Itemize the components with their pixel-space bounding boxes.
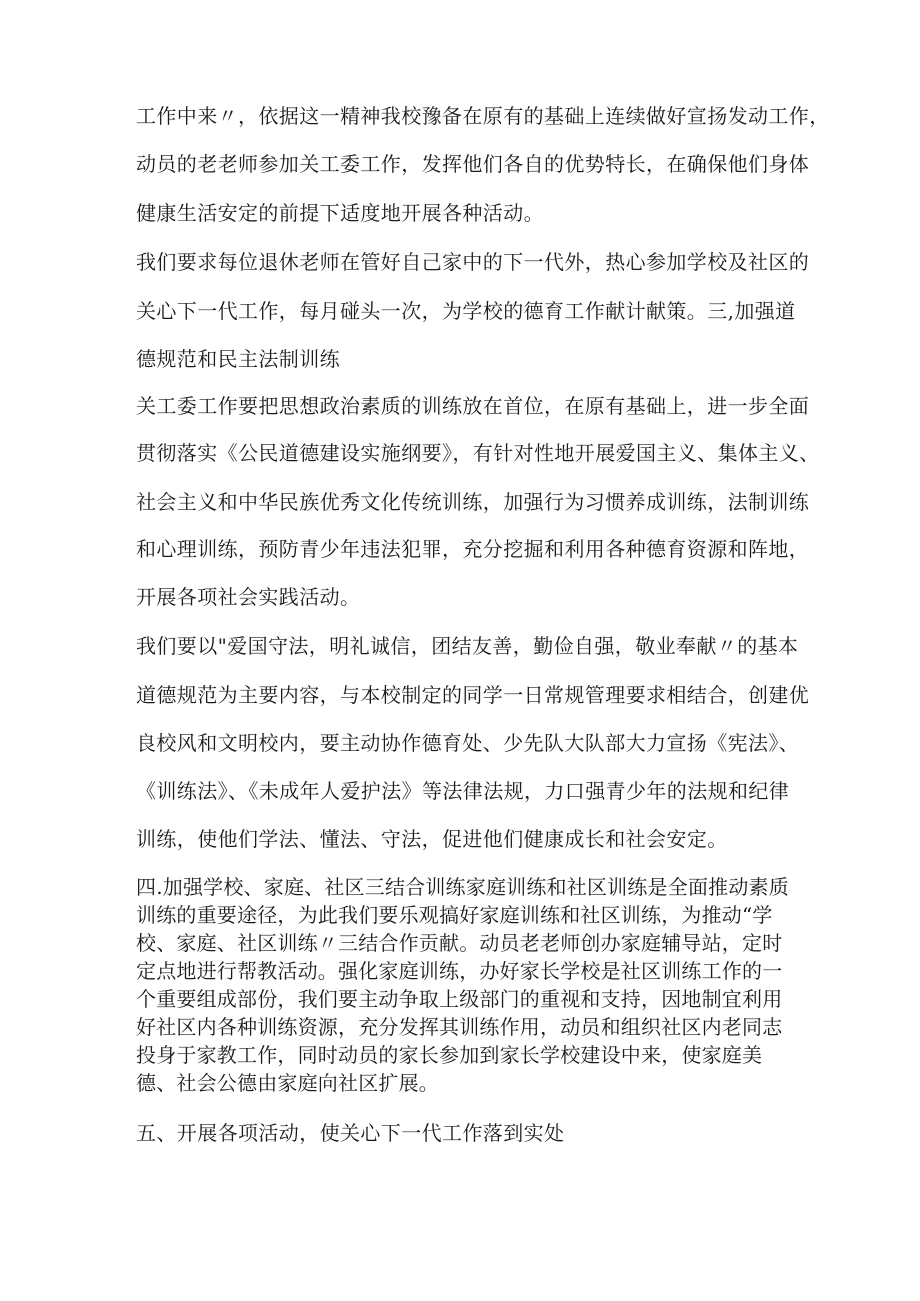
text-line: 动员的老老师参加关工委工作，发挥他们各自的优势特长，在确保他们身体 [136,152,810,176]
text-line: 好社区内各种训练资源，充分发挥其训练作用，动员和组织社区内老同志 [136,1015,783,1039]
section-heading: 五、开展各项活动，使关心下一代工作落到实处 [136,1121,565,1145]
text-line: 训练，使他们学法、懂法、守法，促进他们健康成长和社会安定。 [136,827,728,851]
text-line: 《训练法》、《未成年人爱护法》等法律法规，力口强青少年的法规和纪律 [136,779,790,803]
text-line: 工作中来〃，依据这一精神我校豫备在原有的基础上连续做好宣扬发动工作， [136,104,830,128]
text-line: 投身于家教工作，同时动员的家长参加到家长学校建设中来，使家庭美 [136,1043,763,1067]
text-line: 个重要组成部份，我们要主动争取上级部门的重视和支持，因地制宜利用 [136,987,783,1011]
text-line: 关心下一代工作，每月碰头一次，为学校的德育工作献计献策。三,加强道 [136,299,796,323]
text-line: 定点地进行帮教活动。强化家庭训练，办好家长学校是社区训练工作的一 [136,959,783,983]
text-line: 道德规范为主要内容，与本校制定的同学一日常规管理要求相结合，创建优 [136,683,810,707]
text-line: 社会主义和中华民族优秀文化传统训练，加强行为习惯养成训练，法制训练 [136,490,810,514]
text-line: 校、家庭、社区训练〃三结合作贡献。动员老老师创办家庭辅导站，定时 [136,931,783,955]
text-line: 关工委工作要把思想政治素质的训练放在首位，在原有基础上，进一步全面 [136,394,810,418]
text-line: 四.加强学校、家庭、社区三结合训练家庭训练和社区训练是全面推动素质 [136,875,789,899]
text-line: 健康生活安定的前提下适度地开展各种活动。 [136,201,544,225]
text-line: 和心理训练，预防青少年违法犯罪，充分挖掘和利用各种德育资源和阵地， [136,537,810,561]
text-line: 我们要以"爱国守法，明礼诚信，团结友善，勤俭自强，敬业奉献〃的基本 [136,634,799,658]
text-line: 开展各项社会实践活动。 [136,585,361,609]
text-line: 训练的重要途径，为此我们要乐观搞好家庭训练和社区训练，为推动“学 [136,903,773,927]
text-line: 贯彻落实《公民道德建设实施纲要》，有针对性地开展爱国主义、集体主义、 [136,441,820,465]
text-line: 德规范和民主法制训练 [136,347,340,371]
text-line: 德、社会公德由家庭向社区扩展。 [136,1071,439,1095]
text-line: 良校风和文明校内，要主动协作德育处、少先队大队部大力宣扬《宪法》、 [136,731,800,755]
text-line: 我们要求每位退休老师在管好自己家中的下一代外，热心参加学校及社区的 [136,250,810,274]
